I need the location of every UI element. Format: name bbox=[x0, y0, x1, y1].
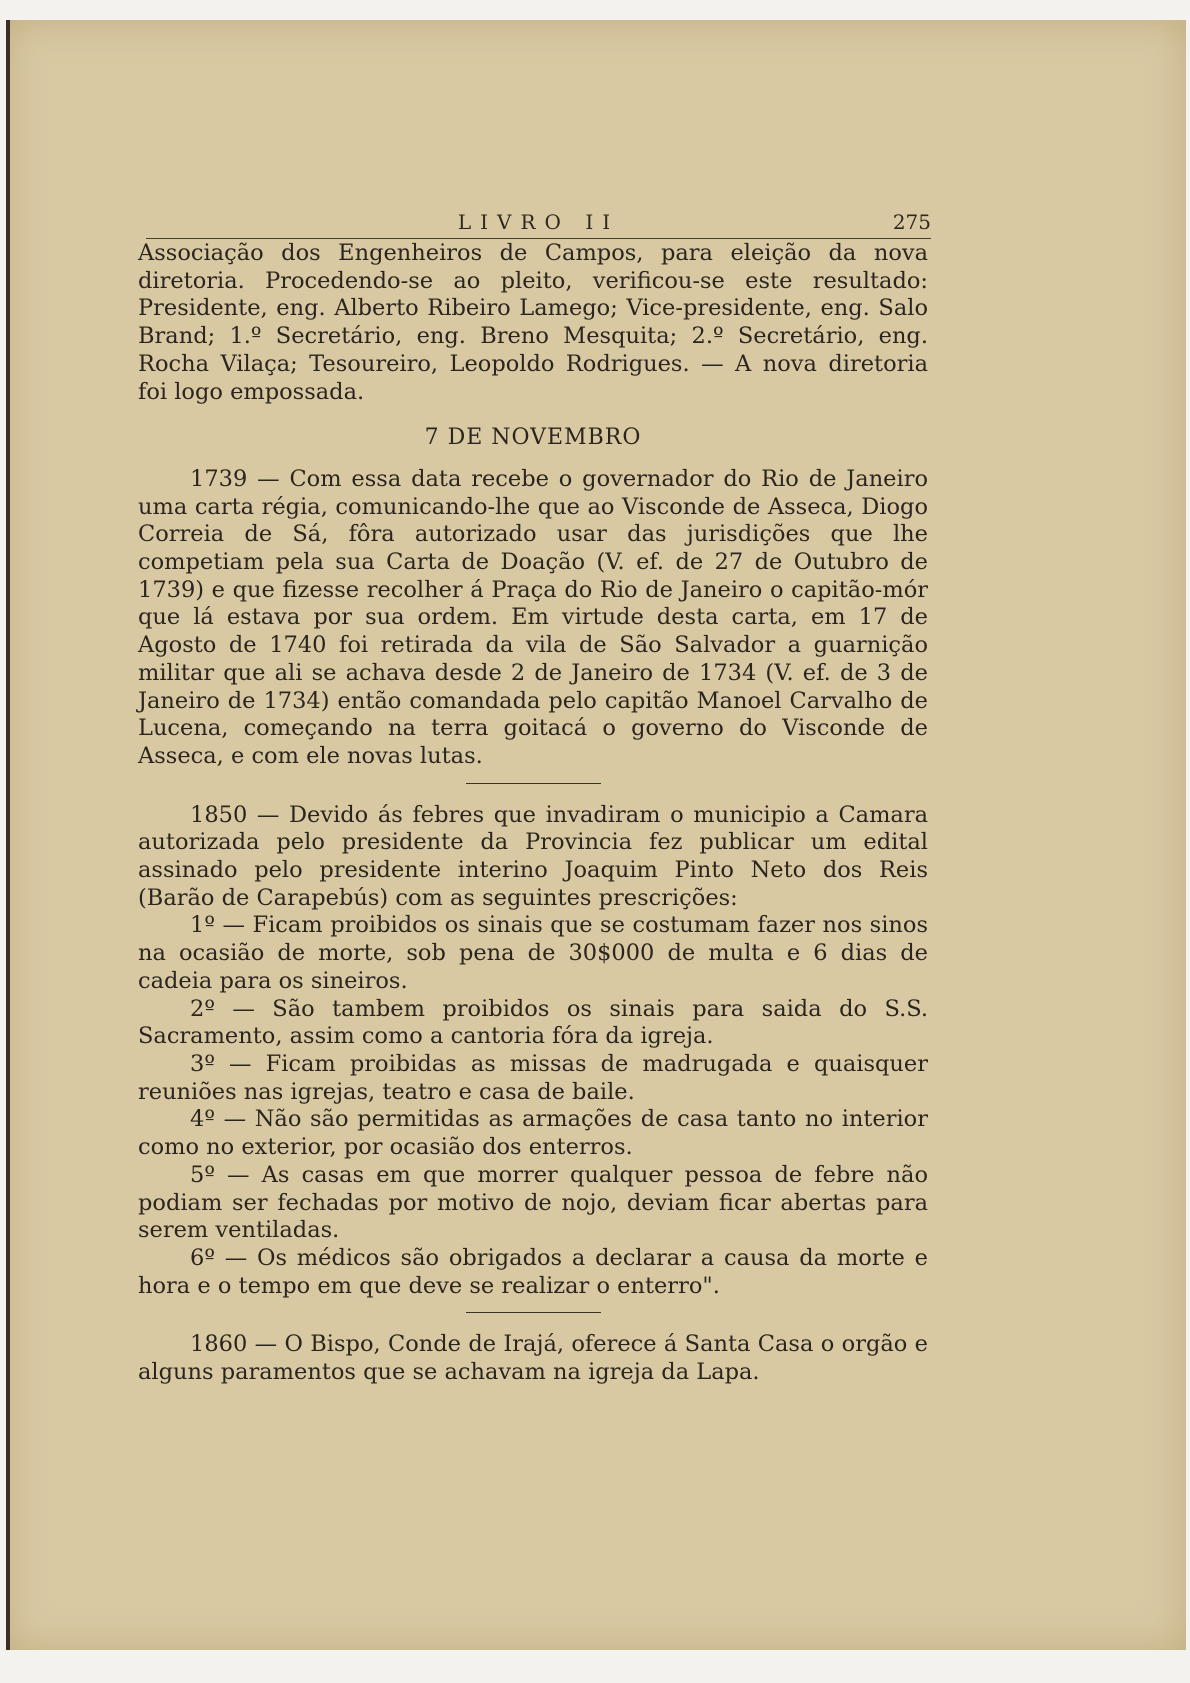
body-text bbox=[138, 240, 928, 1387]
entry-1850-intro: 1850 — Devido ás febres que invadiram o municipio a Camara autorizada pelo presidente da Provincia fez publicar um edital assinado pelo presidente interino Joaquim Pinto Neto dos Reis (Barão de Carapebús) com as seguintes prescrições: bbox=[138, 801, 928, 911]
intro-paragraph: Associação dos Engenheiros de Campos, para eleição da nova diretoria. Procedendo-se ao pleito, verificou-se este resultado: Presidente, eng. Alberto Ribeiro Lamego; Vice-presidente, eng. Salo Brand; 1.º Secretário, eng. Breno Mesquita; 2.º Secretário, eng. Rocha Vilaça; Tesoureiro, Leopoldo Rodrigues. — A nova diretoria foi logo empossada. bbox=[138, 240, 928, 405]
prescription-item: 4º — Não são permitidas as armações de casa tanto no interior como no exterior, por ocasião dos enterros. bbox=[138, 1106, 928, 1161]
entry-1739: 1739 — Com essa data recebe o governador do Rio de Janeiro uma carta régia, comunicando-lhe que ao Visconde de Asseca, Diogo Correia de Sá, fôra autorizado usar das jurisdições que lhe competiam pela sua Carta de Doação (V. ef. de 27 de Outubro de 1739) e que fizesse recolher á Praça do Rio de Janeiro o capitão-mór que lá estava por sua ordem. Em virtude desta carta, em 17 de Agosto de 1740 foi retirada da vila de São Salvador a guarnição militar que ali se achava desde 2 de Janeiro de 1734 (V. ef. de 3 de Janeiro de 1734) então comandada pelo capitão Manoel Carvalho de Lucena, começando na terra goitacá o governo do Visconde de Asseca, e com ele novas lutas. bbox=[138, 465, 928, 769]
separator-rule bbox=[466, 783, 601, 784]
header-title: LIVRO II bbox=[457, 210, 620, 234]
prescription-item: 1º — Ficam proibidos os sinais que se costumam fazer nos sinos na ocasião de morte, sob pena de 30$000 de multa e 6 dias de cadeia para os sineiros. bbox=[138, 912, 928, 994]
prescription-item: 5º — As casas em que morrer qualquer pessoa de febre não podiam ser fechadas por motivo de nojo, deviam ficar abertas para serem ventiladas. bbox=[138, 1161, 928, 1244]
prescription-item: 6º — Os médicos são obrigados a declarar a causa da morte e hora e o tempo em que deve se realizar o enterro". bbox=[138, 1244, 928, 1299]
section-title: 7 DE NOVEMBRO bbox=[424, 425, 642, 451]
running-header bbox=[146, 208, 931, 239]
page-number: 275 bbox=[892, 210, 931, 234]
separator-rule bbox=[466, 1312, 601, 1313]
prescription-item: 3º — Ficam proibidas as missas de madrugada e quaisquer reuniões nas igrejas, teatro e casa de baile. bbox=[138, 1050, 928, 1105]
prescription-item: 2º — São tambem proibidos os sinais para saida do S.S. Sacramento, assim como a cantoria fóra da igreja. bbox=[138, 995, 928, 1050]
entry-1860: 1860 — O Bispo, Conde de Irajá, oferece á Santa Casa o orgão e alguns paramentos que se achavam na igreja da Lapa. bbox=[138, 1331, 928, 1386]
